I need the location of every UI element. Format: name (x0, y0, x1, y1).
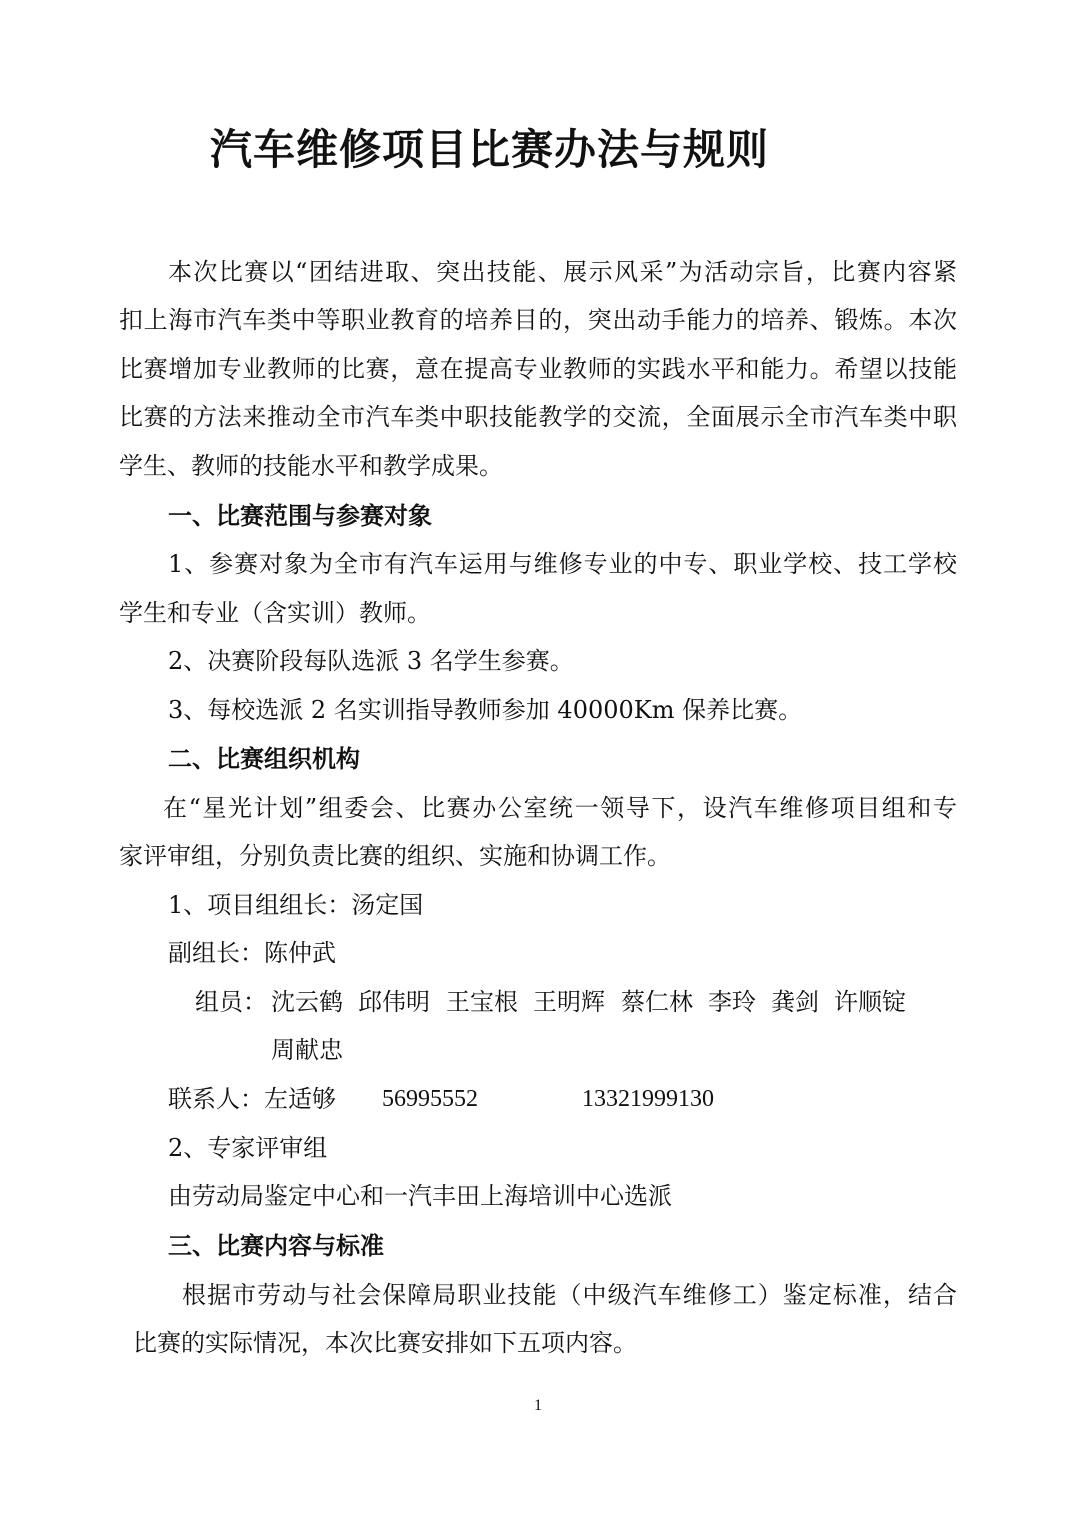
member-name: 蔡仁林 (621, 988, 693, 1016)
contact-mobile: 13321999130 (582, 1086, 714, 1112)
member-name: 邱伟明 (358, 988, 430, 1016)
section-heading: 一、比赛范围与参赛对象 (168, 502, 432, 530)
section3-para-line1: 根据市劳动与社会保障局职业技能（中级汽车维修工）鉴定标准，结合 (182, 1281, 957, 1309)
section-heading: 二、比赛组织机构 (168, 745, 360, 773)
intro-line: 本次比赛以“团结进取、突出技能、展示风采”为活动宗旨，比赛内容紧 (168, 258, 957, 286)
expert-source: 由劳动局鉴定中心和一汽丰田上海培训中心选派 (168, 1182, 672, 1210)
section1-item3: 3、每校选派 2 名实训指导教师参加 40000Km 保养比赛。 (168, 696, 803, 724)
member-name: 周献忠 (271, 1036, 343, 1064)
section1-item1-line2: 学生和专业（含实训）教师。 (119, 599, 431, 627)
section1-item1-line1: 1、参赛对象为全市有汽车运用与维修专业的中专、职业学校、技工学校 (168, 550, 957, 578)
page-number: 1 (534, 1397, 542, 1414)
intro-line: 比赛的方法来推动全市汽车类中职技能教学的交流，全面展示全市汽车类中职 (119, 403, 957, 431)
member-name: 王明辉 (533, 988, 605, 1016)
section2-para-line2: 家评审组，分别负责比赛的组织、实施和协调工作。 (119, 842, 671, 870)
document-title: 汽车维修项目比赛办法与规则 (210, 125, 770, 174)
section-heading: 三、比赛内容与标准 (168, 1232, 384, 1260)
intro-line: 学生、教师的技能水平和教学成果。 (119, 452, 503, 480)
section2-para-line1: 在“星光计划”组委会、比赛办公室统一领导下，设汽车维修项目组和专 (163, 794, 957, 822)
contact-person: 联系人：左适够 (168, 1085, 336, 1113)
contact-phone: 56995552 (382, 1086, 478, 1112)
members-label: 组员： (195, 988, 267, 1016)
project-leader: 1、项目组组长：汤定国 (168, 891, 424, 919)
intro-line: 扣上海市汽车类中等职业教育的培养目的，突出动手能力的培养、锻炼。本次 (119, 306, 957, 334)
section1-item2: 2、决赛阶段每队选派 3 名学生参赛。 (168, 647, 574, 675)
member-name: 李玲 (708, 988, 756, 1016)
deputy-leader: 副组长：陈仲武 (168, 939, 336, 967)
member-name: 龚剑 (771, 988, 819, 1016)
section3-para-line2: 比赛的实际情况，本次比赛安排如下五项内容。 (133, 1329, 637, 1357)
intro-line: 比赛增加专业教师的比赛，意在提高专业教师的实践水平和能力。希望以技能 (119, 355, 957, 383)
member-name: 许顺锭 (834, 988, 906, 1016)
expert-group: 2、专家评审组 (168, 1134, 328, 1162)
member-name: 王宝根 (446, 988, 518, 1016)
member-name: 沈云鹤 (271, 988, 343, 1016)
